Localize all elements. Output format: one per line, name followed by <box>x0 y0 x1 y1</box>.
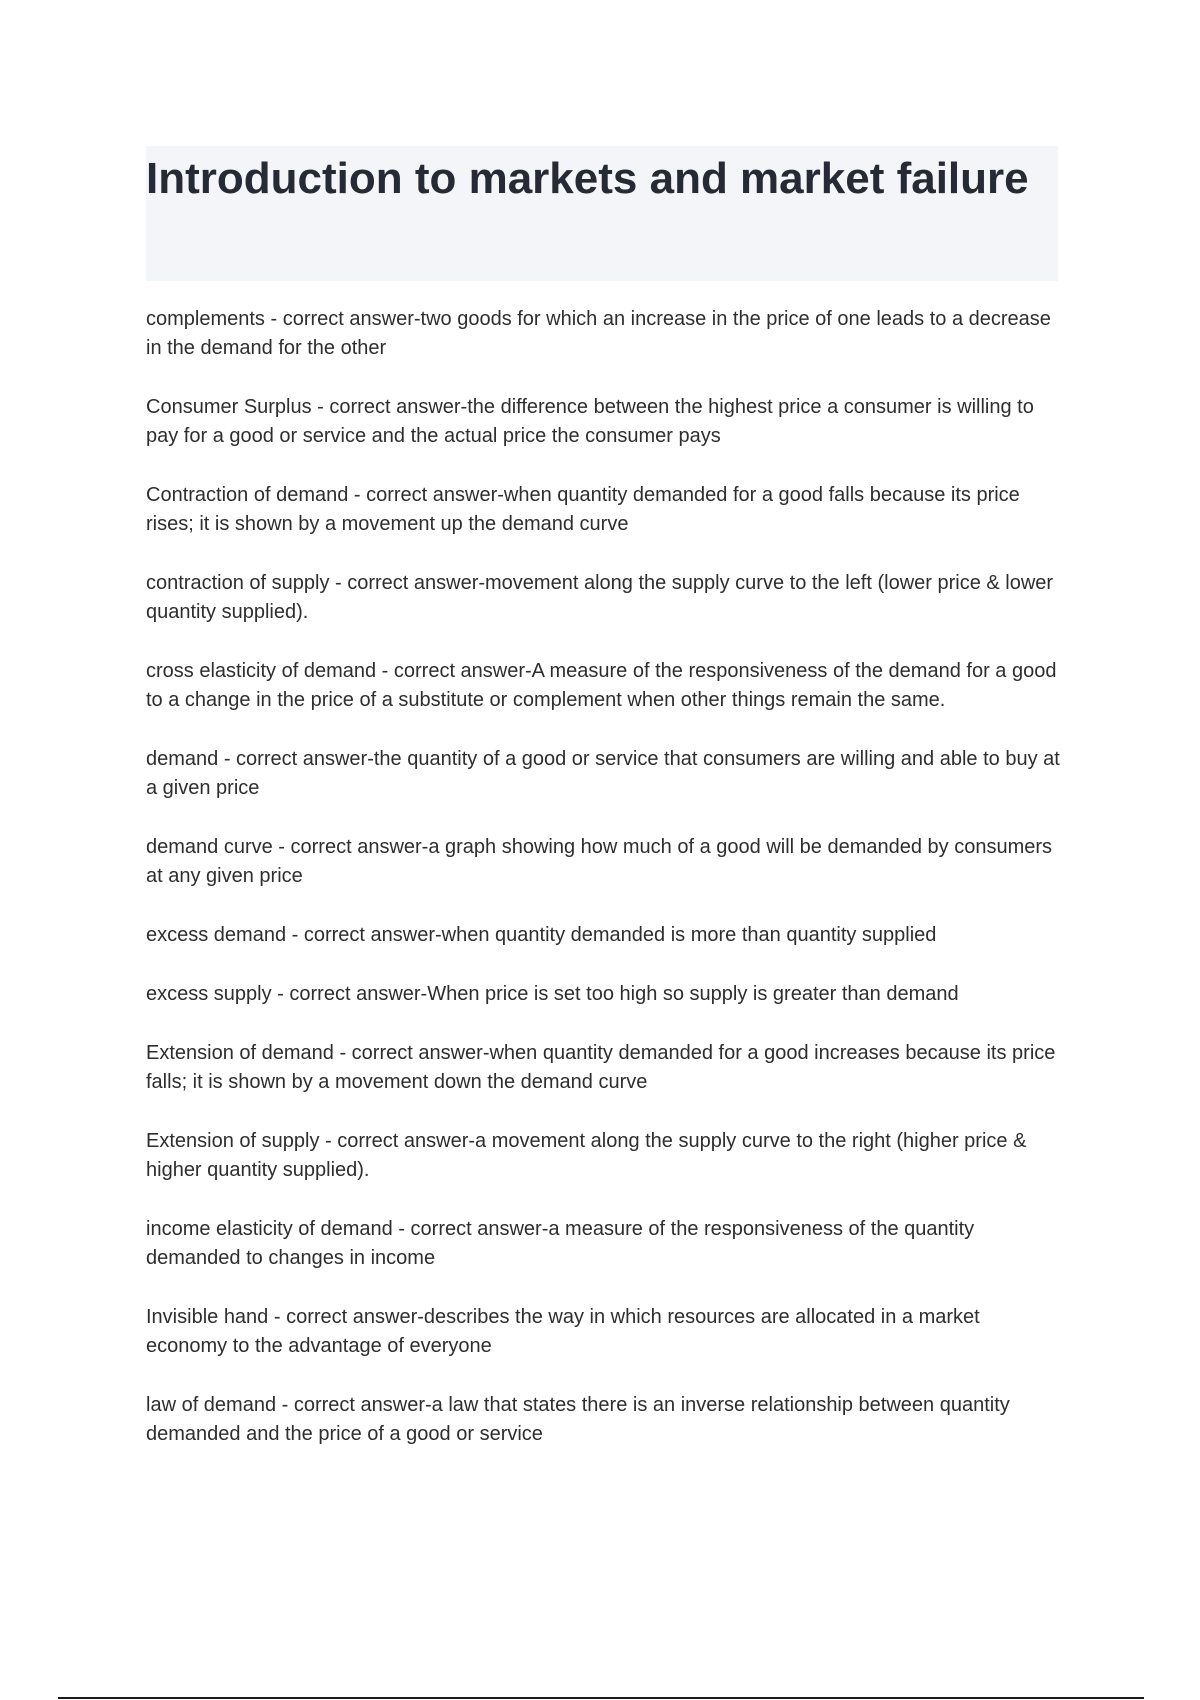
glossary-entry: income elasticity of demand - correct answer-a measure of the responsiveness of the quantity demanded to changes in income <box>146 1218 975 1269</box>
glossary-entry: Consumer Surplus - correct answer-the difference between the highest price a consumer is willing to pay for a good or service and the actual price the consumer pays <box>146 396 1034 447</box>
glossary-entry: law of demand - correct answer-a law that states there is an inverse relationship between quantity demanded and the price of a good or service <box>146 1394 1010 1445</box>
glossary-entry: excess supply - correct answer-When price is set too high so supply is greater than demand <box>146 983 959 1005</box>
glossary-entry: excess demand - correct answer-when quantity demanded is more than quantity supplied <box>146 924 937 946</box>
glossary-entry: Extension of supply - correct answer-a movement along the supply curve to the right (higher price & higher quantity supplied). <box>146 1130 1027 1181</box>
glossary-entry: Contraction of demand - correct answer-when quantity demanded for a good falls because its price rises; it is shown by a movement up the demand curve <box>146 484 1020 535</box>
glossary-entry: cross elasticity of demand - correct answer-A measure of the responsiveness of the demand for a good to a change in the price of a substitute or complement when other things remain the same. <box>146 660 1057 711</box>
glossary-entry: demand - correct answer-the quantity of a good or service that consumers are willing and able to buy at a given price <box>146 748 1060 799</box>
glossary-entry: contraction of supply - correct answer-movement along the supply curve to the left (lower price & lower quantity supplied). <box>146 572 1054 623</box>
glossary-entry: Invisible hand - correct answer-describes the way in which resources are allocated in a market economy to the advantage of everyone <box>146 1306 980 1357</box>
page-bottom-rule <box>58 1697 1144 1699</box>
glossary-entry: complements - correct answer-two goods for which an increase in the price of one leads to a decrease in the demand for the other <box>146 308 1051 359</box>
glossary-list <box>146 305 1062 1479</box>
glossary-entry: demand curve - correct answer-a graph showing how much of a good will be demanded by consumers at any given price <box>146 836 1053 887</box>
glossary-entry: Extension of demand - correct answer-when quantity demanded for a good increases because its price falls; it is shown by a movement down the demand curve <box>146 1042 1056 1093</box>
page-title: Introduction to markets and market failure <box>146 154 1029 203</box>
title-block <box>146 146 1058 281</box>
